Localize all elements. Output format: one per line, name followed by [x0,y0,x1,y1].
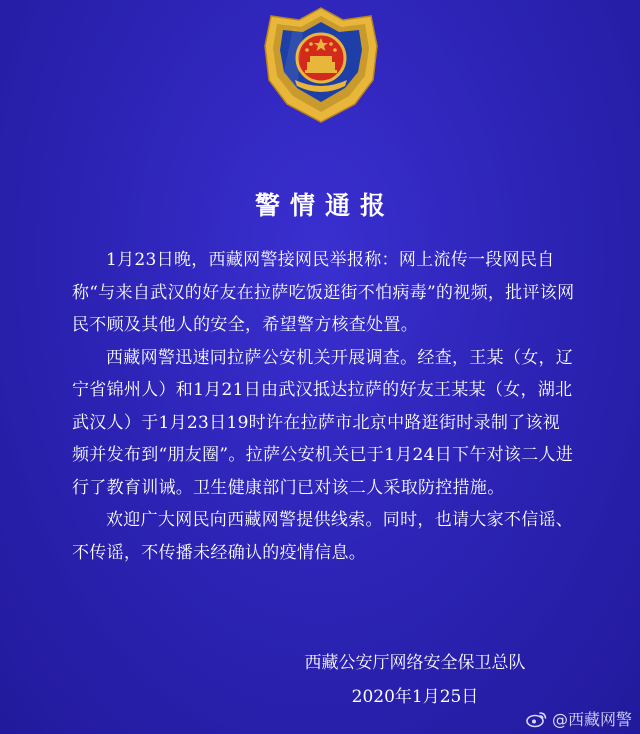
notice-title: 警情通报 [254,191,395,220]
notice-paragraph: 1月23日晚，西藏网警接网民举报称：网上流传一段网民自称“与来自武汉的好友在拉萨吃饭逛街不怕病毒”的视频，批评该网民不顾及其他人的安全，希望警方核查处置。 [72,250,575,335]
notice-paragraph: 欢迎广大网民向西藏网警提供线索。同时，也请大家不信谣、不传谣，不传播未经确认的疫情信息。 [72,510,574,563]
police-emblem-icon [259,6,383,124]
notice-paragraph: 西藏网警迅速同拉萨公安机关开展调查。经查，王某（女，辽宁省锦州人）和1月21日由武汉抵达拉萨的好友王某某（女，湖北武汉人）于1月23日19时许在拉萨市北京中路逛街时录制了该视频并发布到“朋友圈”。拉萨公安机关已于1月24日下午对该二人进行了教育训诫。卫生健康部门已对该二人采取防控措施。 [72,347,574,498]
notice-body [72,244,576,569]
weibo-icon [526,710,548,728]
weibo-watermark [526,707,632,730]
signature-block [290,646,540,714]
issuer-name: 西藏公安厅网络安全保卫总队 [304,653,526,673]
issue-date: 2020年1月25日 [351,687,479,707]
watermark-text: @西藏网警 [551,710,632,729]
